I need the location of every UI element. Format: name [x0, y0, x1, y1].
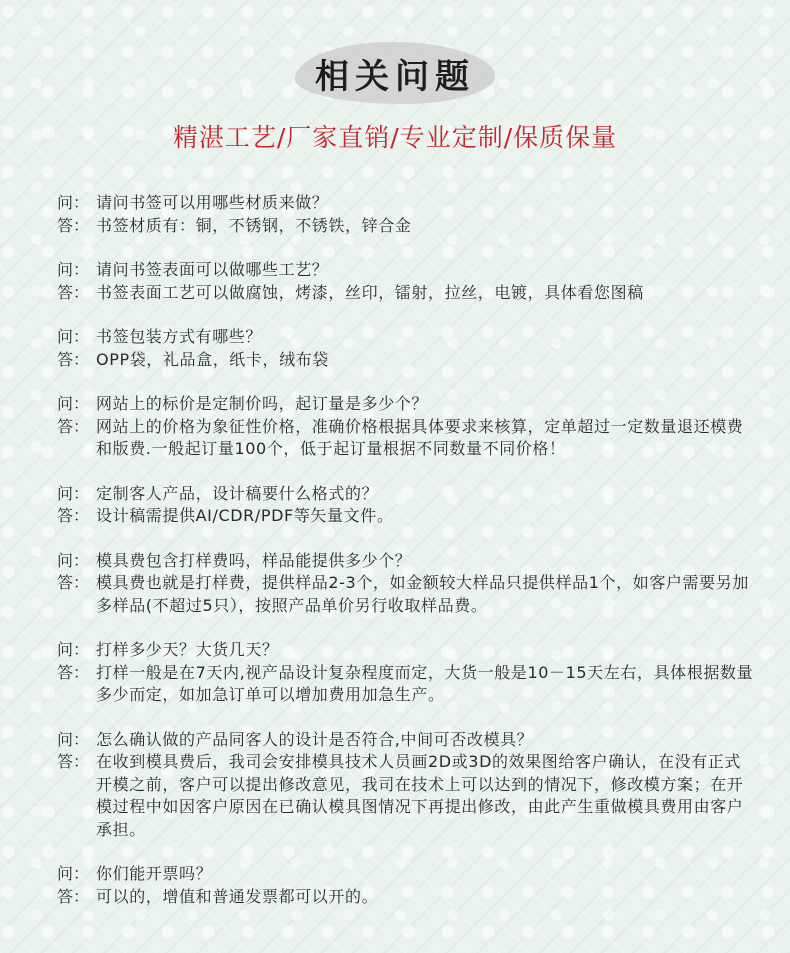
- question-text: 你们能开票吗？: [96, 864, 213, 883]
- faq-item: [57, 729, 757, 842]
- faq-item: [57, 393, 757, 461]
- answer-text: 书签材质有：铜，不锈钢，不锈铁，锌合金: [96, 215, 412, 235]
- question-text: 打样多少天？大货几天？: [96, 640, 279, 659]
- faq-item: [57, 192, 757, 237]
- answer-prefix: 答：: [57, 215, 90, 235]
- title-banner: [0, 38, 790, 108]
- answer-prefix: 答：: [57, 282, 90, 302]
- question-text: 请问书签表面可以做哪些工艺？: [96, 260, 329, 279]
- question-prefix: 问：: [57, 864, 90, 883]
- answer-prefix: 答：: [57, 349, 90, 369]
- question-prefix: 问：: [57, 729, 90, 749]
- answer-prefix: 答：: [57, 506, 90, 525]
- question-prefix: 问：: [57, 260, 90, 279]
- question-prefix: 问：: [57, 327, 90, 346]
- faq-item: [57, 863, 757, 908]
- answer-prefix: 答：: [57, 662, 90, 682]
- question-text: 模具费包含打样费吗，样品能提供多少个？: [96, 550, 412, 570]
- faq-item: [57, 639, 757, 707]
- answer-text: 打样一般是在7天内,视产品设计复杂程度而定，大货一般是10－15天左右，具体根据数量多少而定，如加急订单可以增加费用加急生产。: [96, 662, 754, 704]
- answer-text: 在收到模具费后，我司会安排模具技术人员画2D或3D的效果图给客户确认，在没有正式开模之前，客户可以提出修改意见，我司在技术上可以达到的情况下，修改模方案；在开模过程中如因客户原因在已确认模具图情况下再提出修改，由此产生重做模具费用由客户承担。: [96, 752, 744, 839]
- faq-list: [57, 192, 757, 930]
- question-prefix: 问：: [57, 483, 90, 503]
- question-text: 网站上的标价是定制价吗，起订量是多少个？: [96, 394, 429, 413]
- page-subtitle: 精湛工艺/厂家直销/专业定制/保质保量: [172, 123, 618, 152]
- question-prefix: 问：: [57, 193, 90, 212]
- question-text: 请问书签可以用哪些材质来做？: [96, 193, 329, 212]
- answer-prefix: 答：: [57, 752, 90, 771]
- answer-text: 书签表面工艺可以做腐蚀，烤漆，丝印，镭射，拉丝，电镀，具体看您图稿: [96, 282, 644, 302]
- answer-text: OPP袋，礼品盒，纸卡，绒布袋: [96, 349, 329, 369]
- question-prefix: 问：: [57, 394, 90, 413]
- faq-item: [57, 259, 757, 304]
- question-prefix: 问：: [57, 640, 90, 659]
- faq-item: [57, 326, 757, 371]
- answer-text: 模具费也就是打样费，提供样品2-3个，如金额较大样品只提供样品1个，如客户需要另加多样品(不超过5只），按照产品单价另行收取样品费。: [96, 573, 749, 615]
- answer-text: 设计稿需提供AI/CDR/PDF等矢量文件。: [96, 506, 394, 525]
- question-prefix: 问：: [57, 550, 90, 570]
- question-text: 定制客人产品，设计稿要什么格式的？: [96, 483, 379, 503]
- answer-prefix: 答：: [57, 416, 90, 436]
- faq-item: [57, 550, 757, 618]
- faq-item: [57, 483, 757, 528]
- question-text: 怎么确认做的产品同客人的设计是否符合,中间可否改模具？: [96, 729, 534, 749]
- question-text: 书签包装方式有哪些？: [96, 327, 263, 346]
- answer-text: 网站上的价格为象征性价格，准确价格根据具体要求来核算，定单超过一定数量退还模费和版费.一般起订量100个，低于起订量根据不同数量不同价格！: [96, 416, 744, 458]
- answer-prefix: 答：: [57, 886, 90, 906]
- page-title: 相关问题: [315, 56, 475, 97]
- answer-text: 可以的，增值和普通发票都可以开的。: [96, 886, 379, 906]
- answer-prefix: 答：: [57, 573, 90, 592]
